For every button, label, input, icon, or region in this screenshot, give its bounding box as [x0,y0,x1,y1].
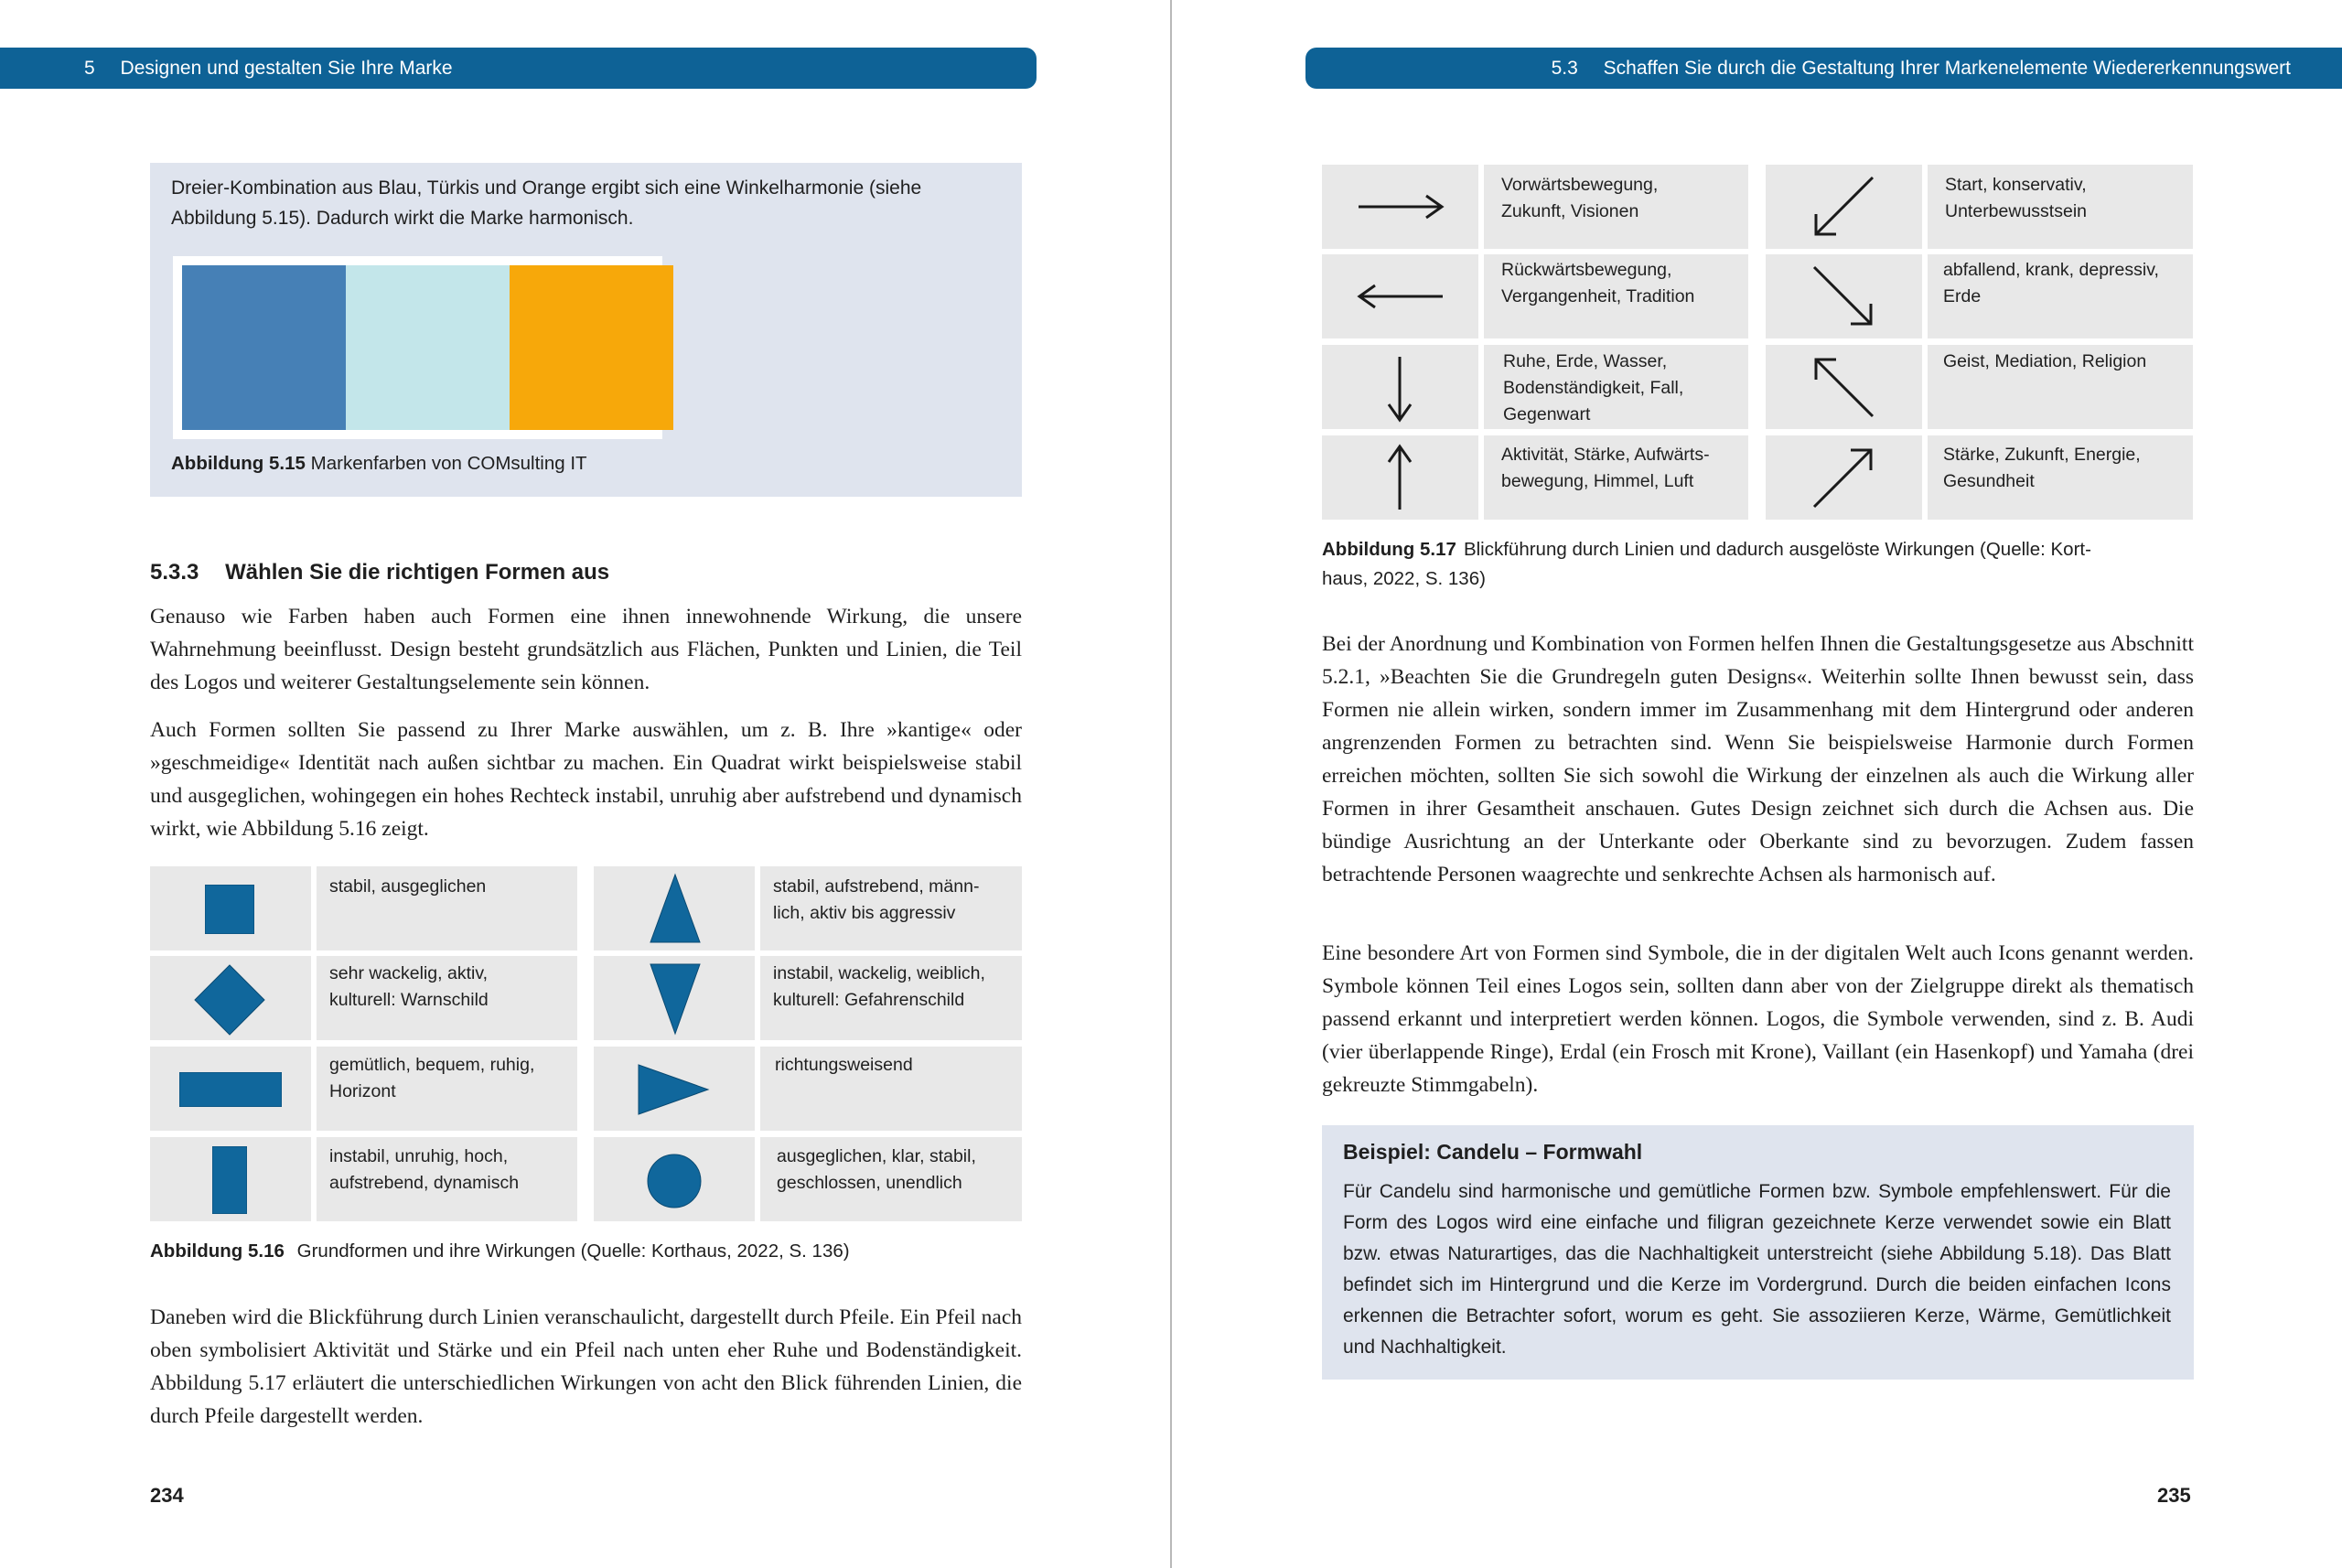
shape-description [773,961,985,1014]
arrow-description [1501,172,1658,225]
chapter-number: 5 [84,58,95,79]
shape-description [329,961,489,1014]
shape-description [329,1144,519,1197]
callout-line-2: Abbildung 5.15). Dadurch wirkt die Marke harmonisch. [171,208,634,229]
right-page [1172,0,2342,1568]
line-2: aufstrebend, dynamisch [329,1173,520,1193]
line-1: Vorwärtsbewegung, [1501,175,1659,195]
section-heading [150,560,609,585]
wide-rectangle-shape [179,1072,282,1107]
swatch-turquoise [346,265,510,430]
example-title: Beispiel: Candelu – Formwahl [1343,1140,1643,1164]
line-2: Zukunft, Visionen [1501,201,1639,221]
left-page [0,0,1170,1568]
figure-label: Abbildung 5.15 [171,453,306,474]
line-2: Horizont [329,1081,396,1101]
triangle-up-shape [649,873,702,944]
arrow-description [1943,349,2146,375]
chapter-header [0,48,1037,89]
line-1: Start, konservativ, [1945,175,2087,195]
circle-shape [647,1154,702,1208]
paragraph-2: Auch Formen sollten Sie passend zu Ihrer Marke auswählen, um z. B. Ihre »kantige« oder »geschmeidige« Identität nach außen sichtbar zu machen. Ein Quadrat wirkt beispielsweise stabil und ausgeglichen, wohingegen ein hohes Rechteck instabil, unruhig aber aufstrebend und dynamisch wirkt, wie Abbildung 5.16 zeigt. [150,718,1022,841]
shape-description [775,1052,913,1079]
figure-caption-text: Grundformen und ihre Wirkungen (Quelle: Korthaus, 2022, S. 136) [296,1240,850,1262]
arrow-down-right-icon [1809,262,1878,331]
arrow-description [1501,257,1694,310]
line-1: richtungsweisend [775,1055,913,1075]
arrow-description [1943,257,2159,310]
figure-caption-line-2: haus, 2022, S. 136) [1322,568,1486,589]
arrow-up-right-icon [1809,443,1878,512]
shape-description [777,1144,976,1197]
chapter-title: Designen und gestalten Sie Ihre Marke [120,58,453,79]
line-2: lich, aktiv bis aggressiv [773,903,956,923]
paragraph-2: Eine besondere Art von Formen sind Symbole, die in der digitalen Welt auch Icons genannt werden. Symbole können Teil eines Logos sein, sollten dann aber von der Zielgruppe direkt als thematisch passend erkannt und interpretiert werden können. Logos, die Symbole verwenden, sind z. B. Audi (vier überlappende Ringe), Erdal (ein Frosch mit Krone), Vaillant (ein Hasenkopf) und Yamaha (drei gekreuzte Stimmgabeln). [1322,941,2194,1097]
figure-5-15-caption [171,448,587,478]
arrow-down-left-icon [1809,172,1878,242]
line-1: Aktivität, Stärke, Aufwärts- [1501,445,1710,465]
chapter-header [1305,48,2342,89]
swatch-blue [182,265,346,430]
section-title: Wählen Sie die richtigen Formen aus [225,560,610,585]
shape-description [773,874,979,927]
line-2: Erde [1943,286,1982,306]
section-number: 5.3.3 [150,560,199,585]
arrow-left-icon [1355,278,1446,315]
paragraph-3: Daneben wird die Blickführung durch Linien veranschaulicht, dargestellt durch Pfeile. Ein Pfeil nach oben symbolisiert Aktivität und Stärke und ein Pfeil nach unten eher Ruhe und Bodenständigkeit. Abbildung 5.17 erläutert die unterschiedlichen Wirkungen von acht den Blick führenden Linien, die durch Pfeile dargestellt werden. [150,1305,1022,1428]
shape-description [329,874,486,900]
shape-description [329,1052,534,1105]
line-3: Gegenwart [1503,404,1591,424]
line-2: geschlossen, unendlich [777,1173,962,1193]
triangle-right-shape [637,1063,710,1116]
swatch-orange [510,265,673,430]
line-2: Gesundheit [1943,471,2035,491]
line-1: Ruhe, Erde, Wasser, [1503,351,1668,371]
line-1: ausgeglichen, klar, stabil, [777,1146,976,1166]
line-1: Rückwärtsbewegung, [1501,260,1672,280]
callout-line-1: Dreier-Kombination aus Blau, Türkis und Orange ergibt sich eine Winkelharmonie (siehe [171,177,922,199]
line-1: instabil, wackelig, weiblich, [773,963,985,983]
section-number: 5.3 [1551,58,1578,79]
line-2: kulturell: Warnschild [329,990,489,1010]
paragraph-1: Bei der Anordnung und Kombination von Formen helfen Ihnen die Gestaltungsgesetze aus Abschnitt 5.2.1, »Beachten Sie die Grundregeln guten Designs«. Weiterhin sollte Ihnen bewusst sein, dass Formen nie allein wirken, sondern immer im Zusammenhang mit dem Hintergrund oder anderen angrenzenden Formen zu betrachten sind. Wenn Sie beispielsweise Harmonie durch Formen erreichen möchten, sollten Sie sich sowohl die Wirkung der einzelnen als auch die Wirkung aller Formen in ihrer Gesamtheit anschauen. Gutes Design zeichnet sich durch die Achsen aus. Die bündige Ausrichtung an der Unterkante oder Oberkante sind zu bevorzugen. Zudem fassen betrachtende Personen waagrechte und senkrechte Achsen als harmonisch auf. [1322,632,2194,886]
line-1: Geist, Mediation, Religion [1943,351,2147,371]
line-2: Unterbewusstsein [1945,201,2087,221]
section-title: Schaffen Sie durch die Gestaltung Ihrer Markenelemente Wiedererkennungswert [1603,58,2291,79]
triangle-down-shape [649,962,702,1036]
arrow-down-icon [1381,353,1418,423]
line-1: Stärke, Zukunft, Energie, [1943,445,2141,465]
arrow-description [1943,442,2141,495]
figure-5-17-caption [1322,535,2091,594]
arrow-up-icon [1381,444,1418,513]
color-callout-box [150,163,1022,497]
arrow-description [1945,172,2087,225]
page-number: 235 [2157,1484,2191,1507]
line-1: abfallend, krank, depressiv, [1943,260,2159,280]
line-2: Bodenständigkeit, Fall, [1503,378,1684,398]
line-2: bewegung, Himmel, Luft [1501,471,1694,491]
page-number: 234 [150,1484,184,1507]
figure-caption-text: Markenfarben von COMsulting IT [310,453,587,474]
figure-5-16-caption [150,1237,850,1266]
line-1: stabil, ausgeglichen [329,876,487,897]
line-2: kulturell: Gefahrenschild [773,990,965,1010]
line-1: instabil, unruhig, hoch, [329,1146,509,1166]
diamond-shape [194,964,265,1036]
line-1: gemütlich, bequem, ruhig, [329,1055,535,1075]
tall-rectangle-shape [212,1146,247,1214]
figure-label: Abbildung 5.16 [150,1240,285,1262]
arrow-right-icon [1355,188,1446,225]
arrow-up-left-icon [1809,352,1878,422]
arrow-description [1503,349,1683,428]
example-box [1322,1125,2194,1380]
arrow-description [1501,442,1710,495]
line-1: sehr wackelig, aktiv, [329,963,489,983]
figure-caption-line-1: Blickführung durch Linien und dadurch ausgelöste Wirkungen (Quelle: Kort- [1463,539,2091,560]
paragraph-1: Genauso wie Farben haben auch Formen eine ihnen innewohnende Wirkung, die unsere Wahrnehmung beeinflusst. Design besteht grundsätzlich aus Flächen, Punkten und Linien, die Teil des Logos und weiterer Gestaltungselemente sein können. [150,605,1022,694]
figure-label: Abbildung 5.17 [1322,539,1456,560]
line-1: stabil, aufstrebend, männ- [773,876,980,897]
square-shape [205,885,254,934]
example-text: Für Candelu sind harmonische und gemütliche Formen bzw. Symbole empfehlenswert. Für die Form des Logos wird eine einfache und filigran gezeichnete Kerze verwendet sowie ein Blatt bzw. etwas Naturartiges, das die Nachhaltigkeit unterstreicht (siehe Abbildung 5.18). Das Blatt befindet sich im Hintergrund und die Kerze im Vordergrund. Durch die beiden einfachen Icons erkennen die Betrachter sofort, worum es geht. Sie assoziieren Kerze, Wärme, Gemütlichkeit und Nachhaltigkeit. [1343,1181,2171,1358]
line-2: Vergangenheit, Tradition [1501,286,1695,306]
